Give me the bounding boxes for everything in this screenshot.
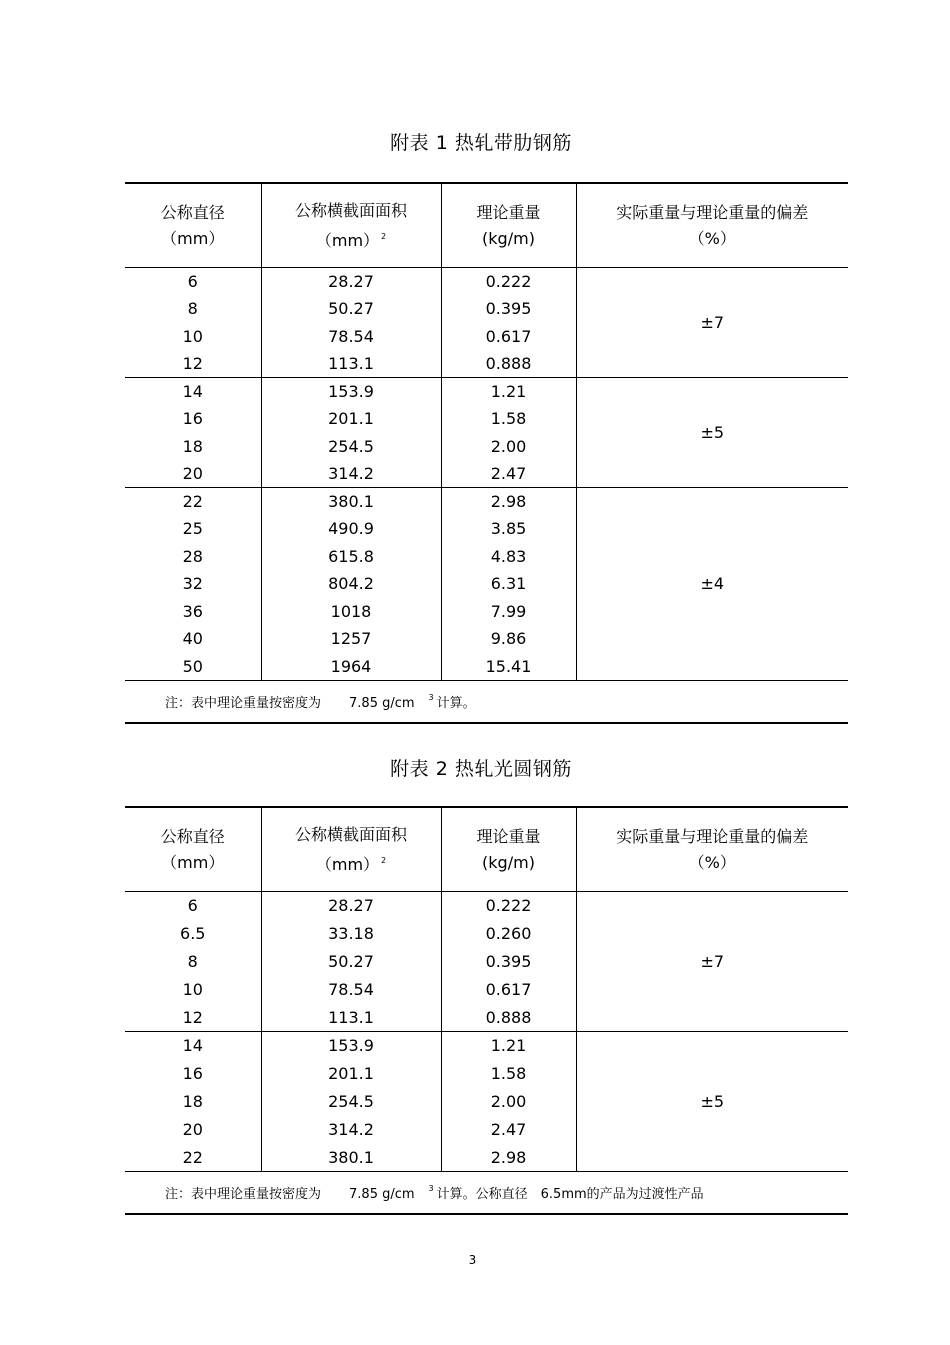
unit-text: （mm） [315,854,380,874]
cell-area: 201.1 [261,1060,441,1088]
cell-area: 33.18 [261,920,441,948]
cell-deviation: ±5 [576,378,848,488]
cell-deviation: ±7 [576,892,848,1032]
cell-weight: 2.00 [441,433,576,461]
cell-area: 804.2 [261,570,441,598]
header-row [125,807,848,892]
cell-weight: 0.888 [441,1004,576,1032]
table-row [125,488,848,516]
cell-diameter: 20 [125,1116,261,1144]
unit-text: （mm） [315,230,380,250]
cell-weight: 9.86 [441,625,576,653]
cell-deviation: ±4 [576,488,848,681]
cell-weight: 0.617 [441,976,576,1004]
column-header [261,807,441,892]
cell-area: 314.2 [261,460,441,488]
note-superscript: 3 [428,1184,434,1193]
header-unit [578,226,848,252]
table-row [125,268,848,296]
cell-diameter: 16 [125,405,261,433]
cell-diameter: 14 [125,1032,261,1060]
column-header [576,807,848,892]
cell-weight: 3.85 [441,515,576,543]
cell-area: 1964 [261,653,441,681]
note-suffix: 计算。 [436,695,476,711]
cell-area: 153.9 [261,1032,441,1060]
cell-weight: 2.47 [441,460,576,488]
unit-text: (kg/m) [482,228,535,248]
header-label: 理论重量 [476,826,541,846]
note-row [125,1172,848,1215]
column-header [261,183,441,268]
header-label: 实际重量与理论重量的偏差 [616,826,809,846]
table2-title: 附表 2 热轧光圆钢筋 [390,758,572,780]
table-row [125,378,848,406]
cell-diameter: 50 [125,653,261,681]
column-header [125,807,261,892]
header-unit [443,850,575,876]
cell-diameter: 12 [125,1004,261,1032]
cell-area: 380.1 [261,1144,441,1172]
cell-weight: 2.98 [441,1144,576,1172]
cell-diameter: 22 [125,488,261,516]
cell-weight: 0.260 [441,920,576,948]
unit-text: (kg/m) [482,852,535,872]
cell-area: 380.1 [261,488,441,516]
cell-weight: 1.21 [441,378,576,406]
cell-diameter: 16 [125,1060,261,1088]
cell-weight: 0.888 [441,350,576,378]
page-number: 3 [468,1253,477,1267]
note-prefix: 注：表中理论重量按密度为 [165,695,322,711]
header-unit [263,848,440,878]
cell-weight: 0.222 [441,268,576,296]
cell-area: 50.27 [261,948,441,976]
cell-area: 490.9 [261,515,441,543]
cell-weight: 0.222 [441,892,576,920]
unit-text: （%） [688,852,736,872]
cell-area: 153.9 [261,378,441,406]
cell-diameter: 25 [125,515,261,543]
header-label: 理论重量 [476,202,541,222]
header-unit [578,850,848,876]
header-label: 公称横截面面积 [294,200,407,220]
table1-title: 附表 1 热轧带肋钢筋 [390,132,572,154]
cell-diameter: 28 [125,543,261,571]
cell-area: 615.8 [261,543,441,571]
cell-deviation: ±5 [576,1032,848,1172]
cell-diameter: 10 [125,323,261,351]
cell-area: 78.54 [261,323,441,351]
cell-weight: 2.47 [441,1116,576,1144]
cell-weight: 1.58 [441,405,576,433]
cell-area: 201.1 [261,405,441,433]
cell-weight: 1.58 [441,1060,576,1088]
cell-weight: 4.83 [441,543,576,571]
table-row [125,1032,848,1060]
cell-area: 28.27 [261,892,441,920]
column-header [441,807,576,892]
cell-diameter: 6 [125,892,261,920]
header-label: 公称横截面面积 [294,824,407,844]
table1-hot-rolled-ribbed-bars [125,182,848,724]
header-row [125,183,848,268]
cell-area: 1018 [261,598,441,626]
cell-diameter: 12 [125,350,261,378]
unit-superscript: 2 [381,855,387,865]
note-row [125,680,848,723]
cell-diameter: 20 [125,460,261,488]
cell-diameter: 22 [125,1144,261,1172]
cell-weight: 0.395 [441,295,576,323]
table-row [125,892,848,920]
cell-diameter: 18 [125,1088,261,1116]
table-note [125,1172,848,1215]
header-unit [263,224,440,254]
header-label: 实际重量与理论重量的偏差 [616,202,809,222]
cell-area: 113.1 [261,350,441,378]
cell-area: 254.5 [261,433,441,461]
cell-area: 50.27 [261,295,441,323]
cell-weight: 2.00 [441,1088,576,1116]
table2-hot-rolled-plain-bars [125,806,848,1215]
cell-diameter: 10 [125,976,261,1004]
header-label: 公称直径 [160,202,225,222]
cell-area: 113.1 [261,1004,441,1032]
cell-area: 314.2 [261,1116,441,1144]
note-density-value: 7.85 g/cm [349,1187,415,1202]
cell-diameter: 32 [125,570,261,598]
note-superscript: 3 [428,692,434,702]
cell-weight: 0.617 [441,323,576,351]
header-unit [126,226,260,252]
cell-weight: 1.21 [441,1032,576,1060]
unit-text: （%） [688,228,736,248]
unit-text: （mm） [161,852,225,872]
unit-superscript: 2 [381,231,387,241]
cell-area: 254.5 [261,1088,441,1116]
column-header [576,183,848,268]
column-header [441,183,576,268]
cell-area: 28.27 [261,268,441,296]
cell-weight: 2.98 [441,488,576,516]
header-unit [443,226,575,252]
note-prefix: 注：表中理论重量按密度为 [165,1187,322,1202]
table-note [125,680,848,723]
cell-diameter: 36 [125,598,261,626]
unit-text: （mm） [161,228,225,248]
cell-diameter: 8 [125,948,261,976]
column-header [125,183,261,268]
cell-diameter: 6.5 [125,920,261,948]
cell-deviation: ±7 [576,268,848,378]
cell-diameter: 6 [125,268,261,296]
header-unit [126,850,260,876]
cell-weight: 7.99 [441,598,576,626]
cell-area: 1257 [261,625,441,653]
cell-weight: 6.31 [441,570,576,598]
cell-weight: 0.395 [441,948,576,976]
header-label: 公称直径 [160,826,225,846]
cell-area: 78.54 [261,976,441,1004]
cell-diameter: 18 [125,433,261,461]
cell-diameter: 8 [125,295,261,323]
note-density-value: 7.85 g/cm [349,695,415,711]
cell-diameter: 40 [125,625,261,653]
note-suffix: 计算。公称直径 6.5mm的产品为过渡性产品 [436,1187,704,1202]
cell-diameter: 14 [125,378,261,406]
cell-weight: 15.41 [441,653,576,681]
